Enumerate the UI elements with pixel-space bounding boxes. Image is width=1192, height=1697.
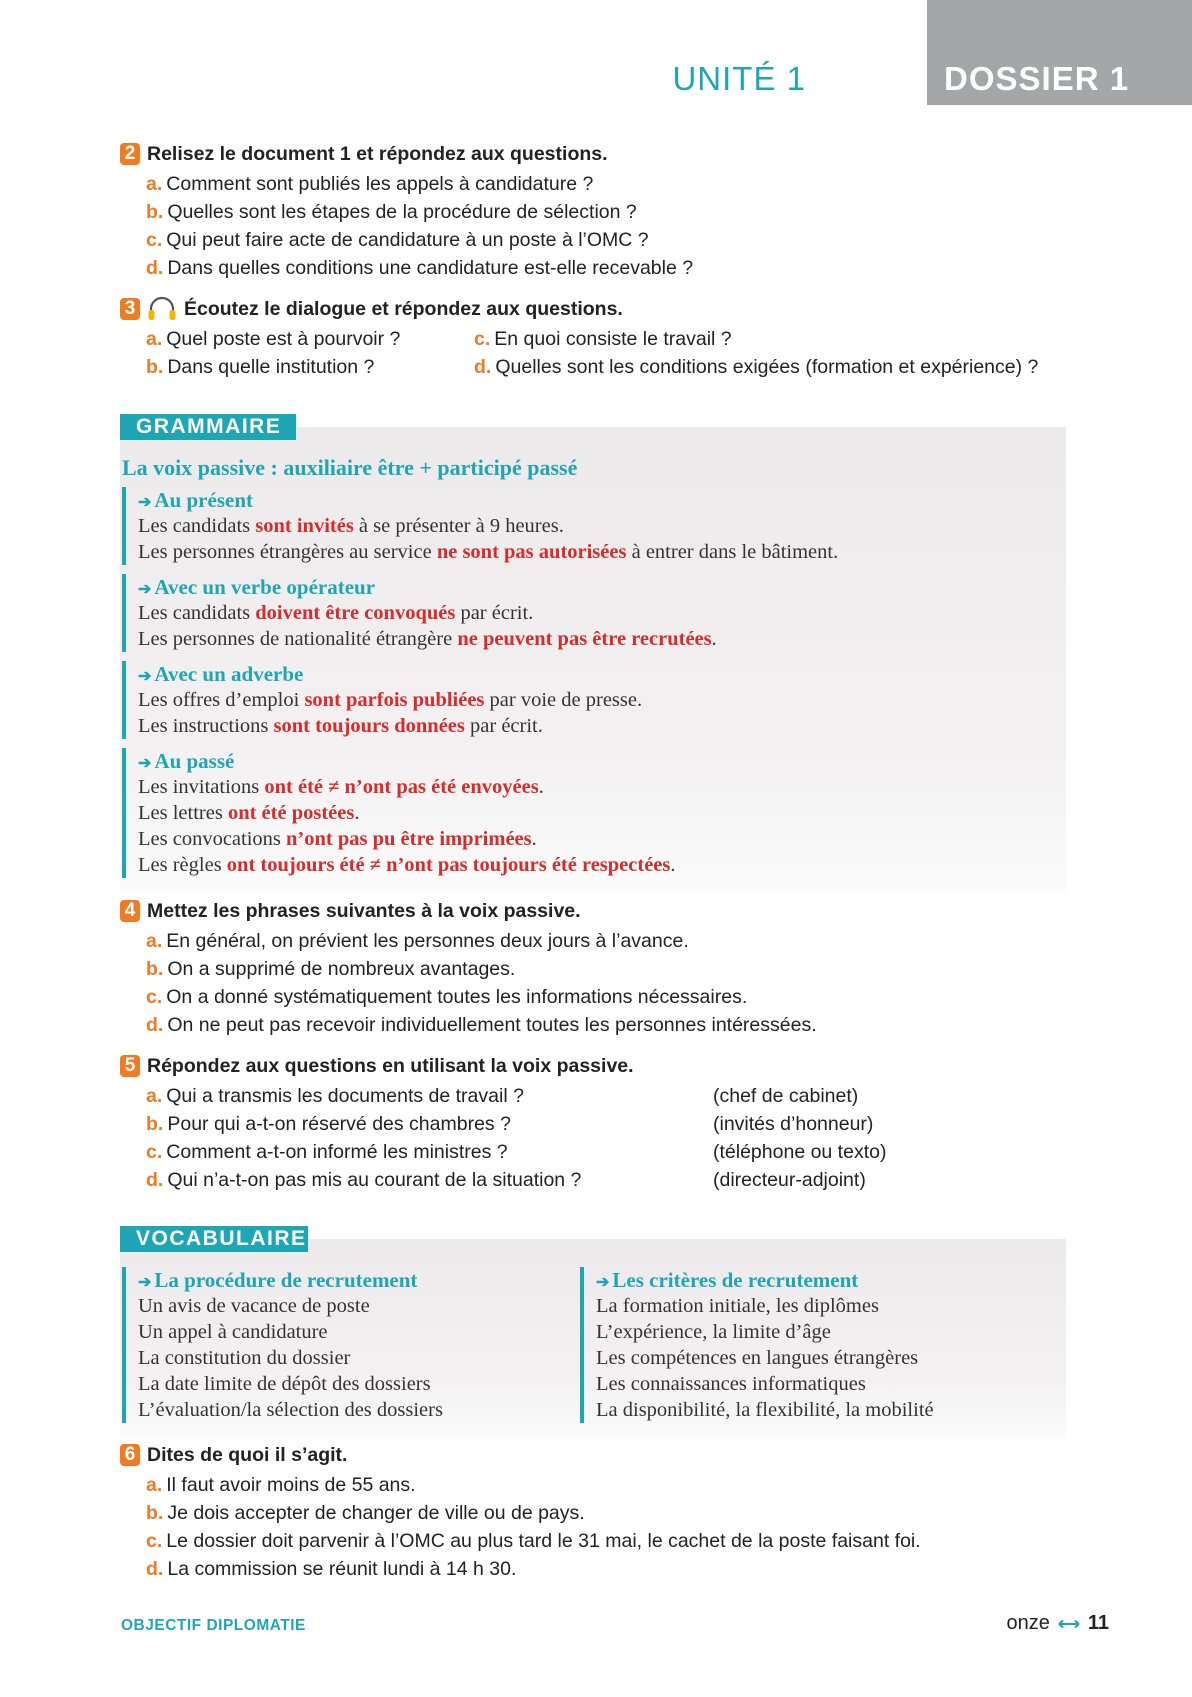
double-arrow-icon	[1058, 1619, 1080, 1629]
question-item	[146, 1082, 886, 1110]
exercise-6	[120, 1442, 921, 1583]
question-letter: a.	[146, 1474, 163, 1496]
vocabulary-subheading	[138, 1267, 443, 1293]
question-letter: c.	[146, 986, 163, 1008]
question-text: Qui peut faire acte de candidature à un poste à l’OMC ?	[166, 229, 649, 251]
subheading-text: La procédure de recrutement	[154, 1268, 418, 1292]
grammar-subheading	[138, 487, 838, 513]
arrow-right-icon: ➔	[138, 755, 152, 772]
question-item	[146, 1555, 921, 1583]
question-item	[146, 927, 817, 955]
subheading-text: Au passé	[154, 749, 235, 773]
exercise-4	[120, 898, 817, 1039]
arrow-right-icon: ➔	[138, 1274, 152, 1291]
question-text: La commission se réunit lundi à 14 h 30.	[167, 1558, 517, 1580]
question-item	[146, 1527, 921, 1555]
exercise-number: 4	[120, 900, 140, 922]
question-grid	[146, 325, 1038, 381]
vocabulary-column	[580, 1267, 934, 1423]
vocabulary-line: Les compétences en langues étrangères	[596, 1347, 919, 1369]
exercise-4-heading	[120, 898, 817, 924]
question-list	[146, 170, 693, 282]
vocabulary-line: Un avis de vacance de poste	[138, 1295, 370, 1317]
question-text: Il faut avoir moins de 55 ans.	[166, 1474, 416, 1496]
question-item	[146, 983, 817, 1011]
vocabulary-line: L’expérience, la limite d’âge	[596, 1321, 831, 1343]
unit-label: UNITÉ 1	[672, 60, 806, 97]
exercise-5-heading	[120, 1053, 886, 1079]
arrow-right-icon: ➔	[596, 1274, 610, 1291]
subheading-text: Les critères de recrutement	[612, 1268, 859, 1292]
exercise-instruction: Relisez le document 1 et répondez aux questions.	[147, 142, 608, 165]
page-footer	[1006, 1612, 1109, 1635]
vocabulary-line: La date limite de dépôt des dossiers	[138, 1373, 431, 1395]
question-text: Comment a-t-on informé les ministres ?	[166, 1141, 508, 1163]
question-item	[146, 1499, 921, 1527]
question-item	[146, 1166, 886, 1194]
example-line: Les offres d’emploi sont parfois publiées par voie de presse.	[138, 689, 643, 711]
headphones-icon[interactable]	[147, 296, 177, 322]
question-item	[474, 353, 1038, 381]
example-line: Les personnes étrangères au service ne sont pas autorisées à entrer dans le bâtiment.	[138, 541, 839, 563]
question-list	[146, 1471, 921, 1583]
vocabulary-line: La formation initiale, les diplômes	[596, 1295, 879, 1317]
vocabulary-tab: VOCABULAIRE	[120, 1226, 308, 1252]
question-item	[146, 198, 693, 226]
question-hint: (directeur-adjoint)	[713, 1169, 866, 1191]
example-line: Les candidats doivent être convoqués par écrit.	[138, 602, 534, 624]
vocabulary-line: La constitution du dossier	[138, 1347, 351, 1369]
example-line: Les instructions sont toujours données par écrit.	[138, 715, 543, 737]
exercise-2	[120, 141, 693, 282]
question-text: Pour qui a-t-on réservé des chambres ?	[167, 1113, 511, 1135]
vocabulary-column	[122, 1267, 443, 1423]
example-line: Les personnes de nationalité étrangère ne peuvent pas être recrutées.	[138, 628, 717, 650]
exercise-instruction: Dites de quoi il s’agit.	[147, 1443, 348, 1466]
exercise-number: 2	[120, 143, 140, 165]
question-letter: a.	[146, 328, 163, 350]
grammar-section	[122, 748, 676, 878]
page-word: onze	[1006, 1612, 1050, 1634]
question-item	[474, 325, 1038, 353]
vocabulary-line: La disponibilité, la flexibilité, la mobilité	[596, 1399, 934, 1421]
example-line: Les invitations ont été ≠ n’ont pas été envoyées.	[138, 776, 544, 798]
exercise-3-heading	[120, 296, 1038, 322]
question-item	[146, 955, 817, 983]
question-text: Dans quelles conditions une candidature est-elle recevable ?	[167, 257, 694, 279]
question-hint: (chef de cabinet)	[713, 1085, 859, 1107]
grammar-section	[122, 574, 717, 652]
question-text: En général, on prévient les personnes deux jours à l’avance.	[166, 930, 689, 952]
question-hint: (invités d’honneur)	[713, 1113, 874, 1135]
dossier-label: DOSSIER 1	[944, 60, 1130, 97]
question-letter: c.	[146, 1141, 163, 1163]
grammar-section	[122, 487, 838, 565]
arrow-right-icon: ➔	[138, 494, 152, 511]
question-list	[146, 927, 817, 1039]
question-list	[146, 1082, 886, 1194]
arrow-right-icon: ➔	[138, 581, 152, 598]
question-text: On a donné systématiquement toutes les informations nécessaires.	[166, 986, 748, 1008]
grammar-subheading	[138, 661, 642, 687]
question-item	[146, 1110, 886, 1138]
exercise-number: 5	[120, 1055, 140, 1077]
example-line: Les convocations n’ont pas pu être imprimées.	[138, 828, 537, 850]
question-item	[146, 353, 474, 381]
question-text: On ne peut pas recevoir individuellement toutes les personnes intéressées.	[167, 1014, 817, 1036]
question-text: Quelles sont les étapes de la procédure de sélection ?	[167, 201, 637, 223]
book-title: OBJECTIF DIPLOMATIE	[121, 1617, 306, 1634]
question-text: Quel poste est à pourvoir ?	[166, 328, 401, 350]
question-text: Je dois accepter de changer de ville ou de pays.	[167, 1502, 585, 1524]
question-letter: b.	[146, 201, 164, 223]
question-text: En quoi consiste le travail ?	[494, 328, 732, 350]
question-letter: d.	[146, 1169, 164, 1191]
question-letter: b.	[146, 1502, 164, 1524]
question-letter: a.	[146, 173, 163, 195]
question-item	[146, 226, 693, 254]
subheading-text: Au présent	[154, 488, 253, 512]
question-item	[146, 254, 693, 282]
grammar-section	[122, 661, 642, 739]
example-line: Les lettres ont été postées.	[138, 802, 360, 824]
page-number: 11	[1087, 1612, 1109, 1634]
vocabulary-line: Les connaissances informatiques	[596, 1373, 866, 1395]
question-text: Le dossier doit parvenir à l’OMC au plus tard le 31 mai, le cachet de la poste faisant foi.	[166, 1530, 921, 1552]
exercise-number: 6	[120, 1444, 140, 1466]
question-letter: d.	[146, 1558, 164, 1580]
question-letter: c.	[146, 229, 163, 251]
question-letter: c.	[474, 328, 491, 350]
vocabulary-subheading	[596, 1267, 934, 1293]
question-text: Qui n’a-t-on pas mis au courant de la situation ?	[167, 1169, 582, 1191]
question-item	[146, 325, 474, 353]
grammar-subheading	[138, 574, 717, 600]
grammar-tab: GRAMMAIRE	[120, 414, 296, 440]
question-text: On a supprimé de nombreux avantages.	[167, 958, 516, 980]
question-letter: b.	[146, 1113, 164, 1135]
question-letter: a.	[146, 1085, 163, 1107]
question-item	[146, 1138, 886, 1166]
vocabulary-line: L’évaluation/la sélection des dossiers	[138, 1399, 443, 1421]
exercise-instruction: Répondez aux questions en utilisant la voix passive.	[147, 1054, 634, 1077]
question-letter: b.	[146, 958, 164, 980]
question-hint: (téléphone ou texto)	[713, 1141, 887, 1163]
question-item	[146, 1011, 817, 1039]
exercise-2-heading	[120, 141, 693, 167]
vocabulary-line: Un appel à candidature	[138, 1321, 328, 1343]
exercise-6-heading	[120, 1442, 921, 1468]
exercise-5	[120, 1053, 886, 1194]
question-letter: c.	[146, 1530, 163, 1552]
subheading-text: Avec un verbe opérateur	[154, 575, 376, 599]
question-text: Qui a transmis les documents de travail ?	[166, 1085, 524, 1107]
arrow-right-icon: ➔	[138, 668, 152, 685]
question-letter: d.	[474, 356, 492, 378]
question-item	[146, 1471, 921, 1499]
exercise-instruction: Écoutez le dialogue et répondez aux questions.	[184, 297, 623, 320]
exercise-instruction: Mettez les phrases suivantes à la voix passive.	[147, 899, 581, 922]
question-item	[146, 170, 693, 198]
question-text: Comment sont publiés les appels à candidature ?	[166, 173, 594, 195]
exercise-3	[120, 296, 1038, 381]
question-letter: b.	[146, 356, 164, 378]
question-letter: d.	[146, 257, 164, 279]
grammar-title: La voix passive : auxiliaire être + participé passé	[122, 455, 578, 480]
question-letter: a.	[146, 930, 163, 952]
question-text: Quelles sont les conditions exigées (formation et expérience) ?	[495, 356, 1039, 378]
question-text: Dans quelle institution ?	[167, 356, 375, 378]
question-letter: d.	[146, 1014, 164, 1036]
subheading-text: Avec un adverbe	[154, 662, 304, 686]
exercise-number: 3	[120, 298, 140, 320]
grammar-subheading	[138, 748, 676, 774]
example-line: Les candidats sont invités à se présenter à 9 heures.	[138, 515, 564, 537]
example-line: Les règles ont toujours été ≠ n’ont pas toujours été respectées.	[138, 854, 676, 876]
